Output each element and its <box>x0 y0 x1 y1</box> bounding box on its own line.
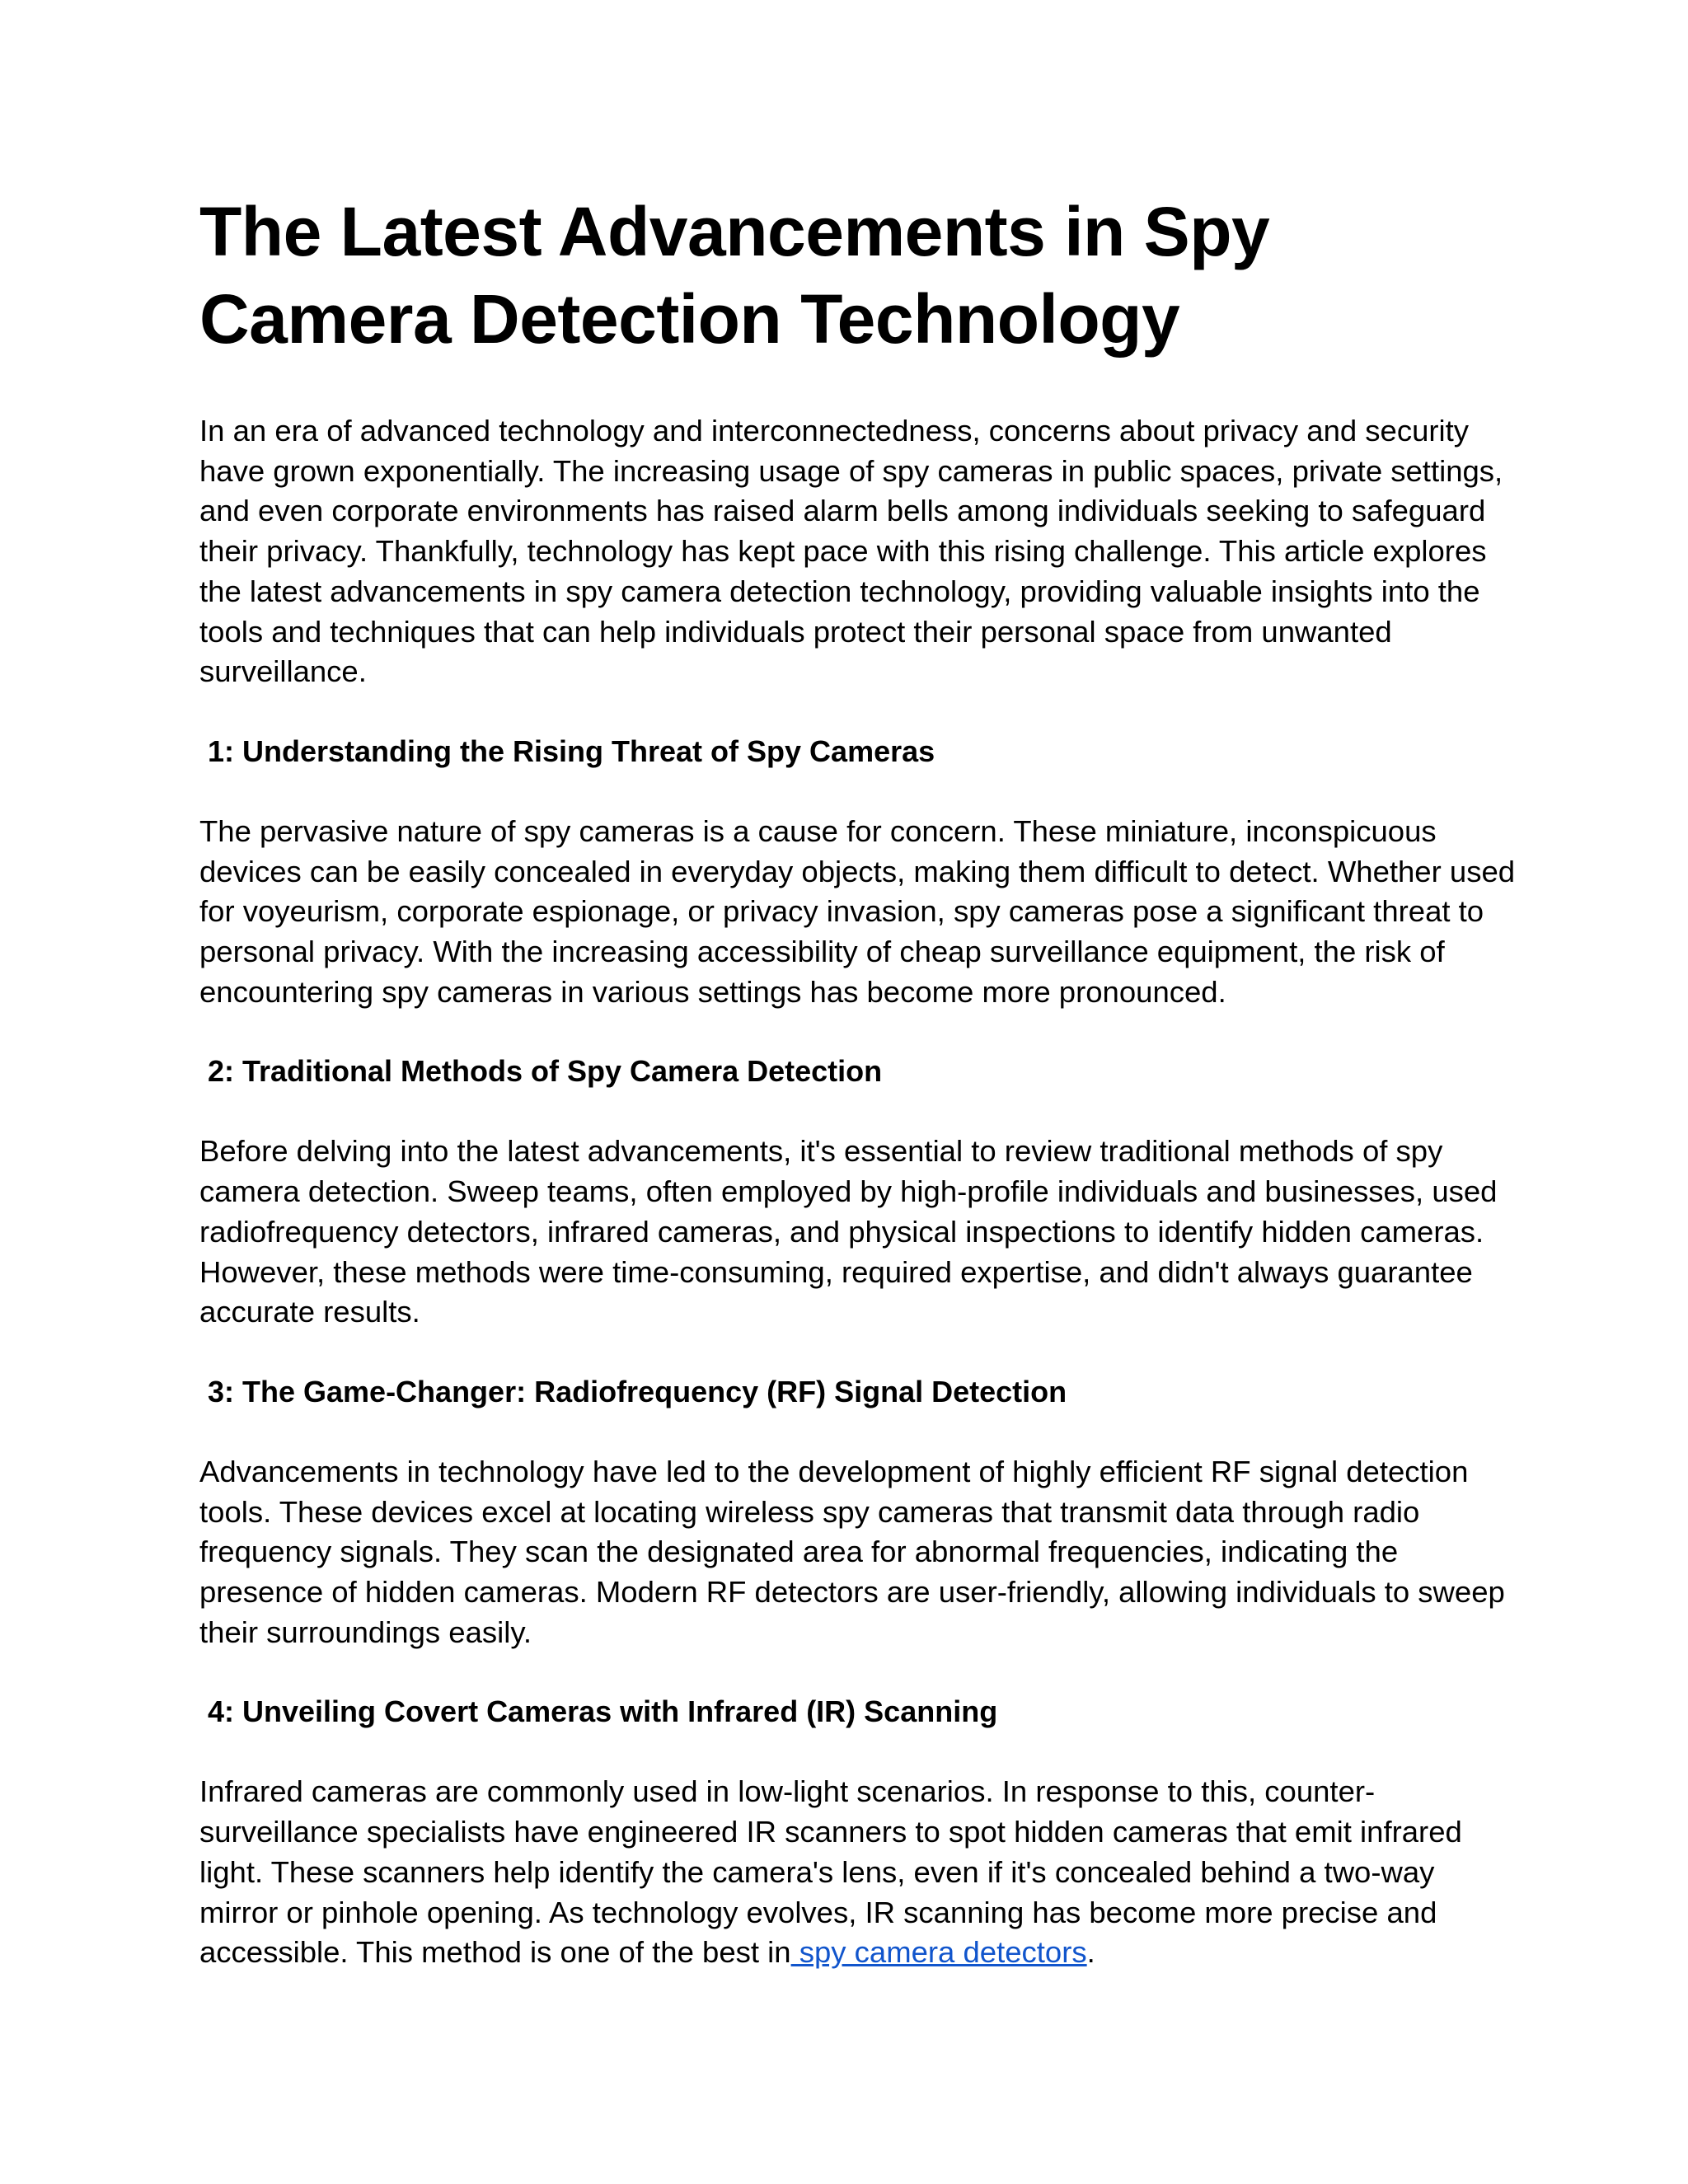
article-title: The Latest Advancements in Spy Camera Detection Technology <box>199 193 1270 358</box>
section-body-1: The pervasive nature of spy cameras is a cause for concern. These miniature, inconspicuous devices can be easily concealed in everyday objects, making them difficult to detect. Whether used for voyeurism, corporate espionage, or privacy invasion, spy cameras pose a significant threat to personal privacy. With the increasing accessibility of cheap surveillance equipment, the risk of encountering spy cameras in various settings has become more pronounced. <box>199 813 1516 1009</box>
section-heading-1: 1: Understanding the Rising Threat of Spy Cameras <box>208 733 935 768</box>
section-body-4 <box>199 1772 1518 1973</box>
spy-camera-detectors-link[interactable]: spy camera detectors <box>790 1935 1087 1970</box>
article-body <box>199 188 1518 1973</box>
section-body-2: Before delving into the latest advancements, it's essential to review traditional methods of spy camera detection. Sweep teams, often employed by high-profile individuals and businesses, used radiofrequency detectors, infrared cameras, and physical inspections to identify hidden cameras. However, these methods were time-consuming, required expertise, and didn't always guarantee accurate results. <box>199 1134 1498 1329</box>
section-body-3: Advancements in technology have led to the development of highly efficient RF signal detection tools. These devices excel at locating wireless spy cameras that transmit data through radio frequency signals. They scan the designated area for abnormal frequencies, indicating the presence of hidden cameras. Modern RF detectors are user-friendly, allowing individuals to sweep their surroundings easily. <box>199 1454 1505 1649</box>
section-body-4-text: Infrared cameras are commonly used in low-light scenarios. In response to this, counter-surveillance specialists have engineered IR scanners to spot hidden cameras that emit infrared light. These scanners help identify the camera's lens, even if it's concealed behind a two-way mirror or pinhole opening. As technology evolves, IR scanning has become more precise and accessible. This method is one of the best in <box>199 1774 1462 1970</box>
intro-paragraph: In an era of advanced technology and interconnectedness, concerns about privacy and security have grown exponentially. The increasing usage of spy cameras in public spaces, private settings, and even corporate environments has raised alarm bells among individuals seeking to safeguard their privacy. Thankfully, technology has kept pace with this rising challenge. This article explores the latest advancements in spy camera detection technology, providing valuable insights into the tools and techniques that can help individuals protect their personal space from unwanted surveillance. <box>199 414 1503 689</box>
section-heading-3: 3: The Game-Changer: Radiofrequency (RF) Signal Detection <box>208 1374 1067 1408</box>
section-heading-2: 2: Traditional Methods of Spy Camera Detection <box>208 1054 883 1089</box>
section-body-4-end: . <box>1086 1935 1095 1970</box>
section-heading-4: 4: Unveiling Covert Cameras with Infrared (IR) Scanning <box>208 1694 998 1729</box>
